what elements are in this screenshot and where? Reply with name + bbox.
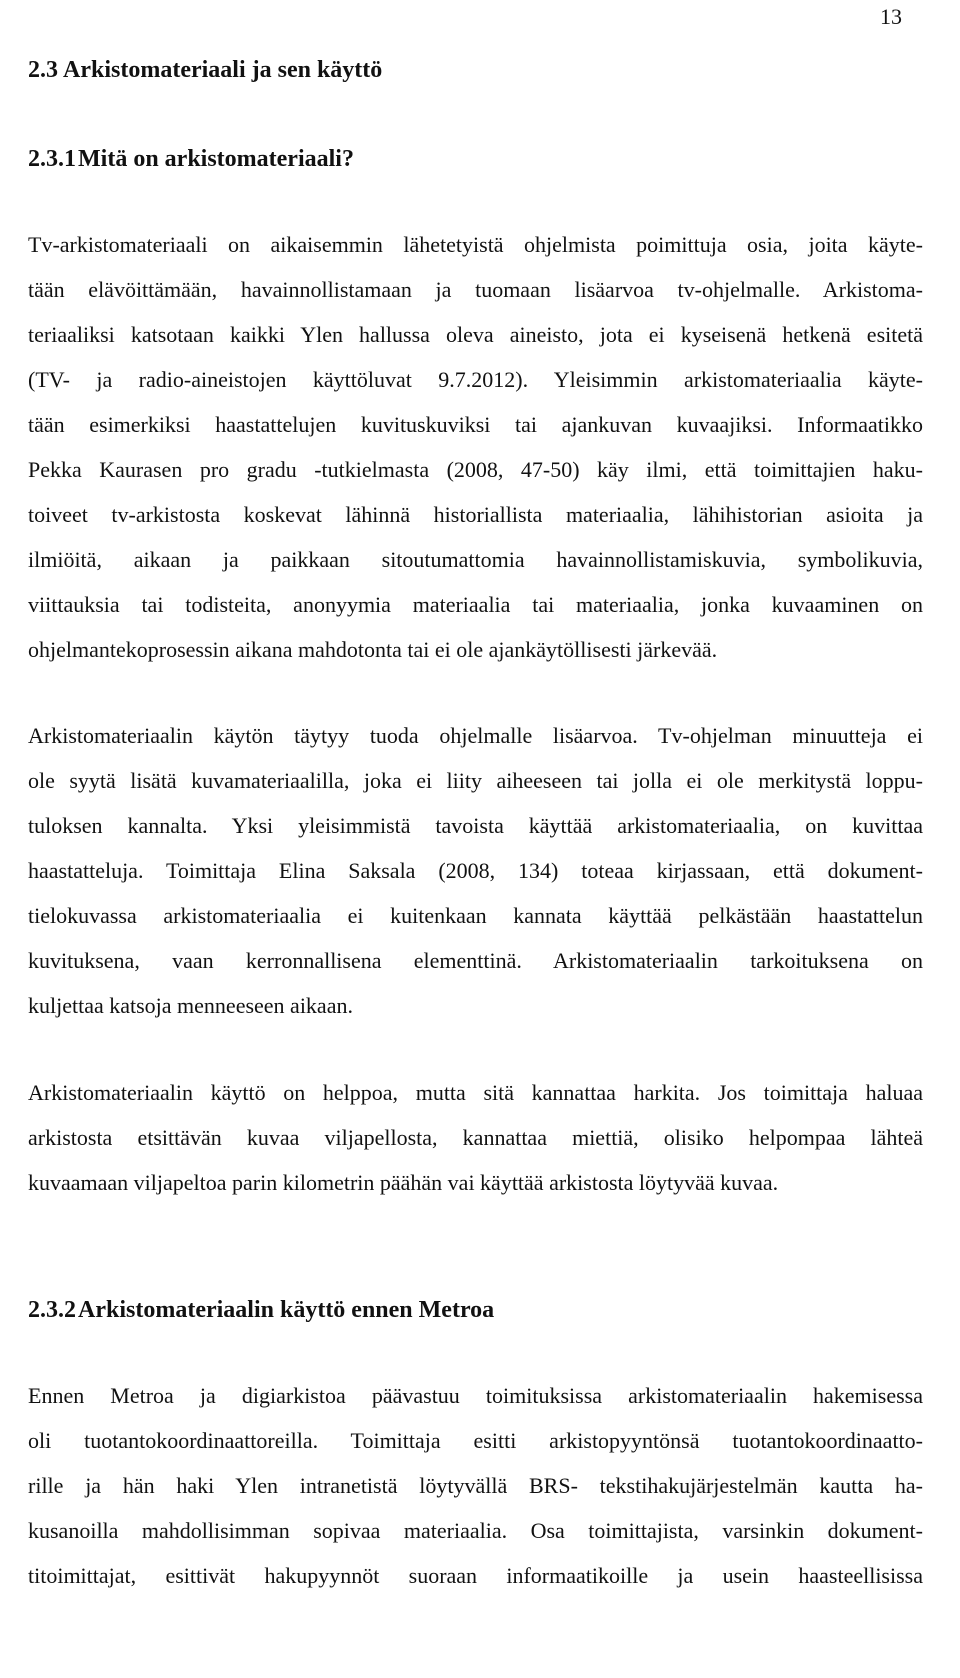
section-number: 2.3 xyxy=(28,57,58,83)
text-line: ole syytä lisätä kuvamateriaalilla, joka ei liity aiheeseen tai jolla ei ole merkitystä loppu- xyxy=(28,768,923,793)
text-line: toiveet tv-arkistosta koskevat lähinnä historiallista materiaalia, lähihistorian asioita ja xyxy=(28,502,923,527)
text-line: tuloksen kannalta. Yksi yleisimmistä tavoista käyttää arkistomateriaalia, on kuvittaa xyxy=(28,813,923,838)
text-line: teriaaliksi katsotaan kaikki Ylen hallussa oleva aineisto, jota ei kyseisenä hetkenä esitetä xyxy=(28,322,923,347)
page-number: 13 xyxy=(880,4,902,29)
text-line: arkistosta etsittävän kuvaa viljapellosta, kannattaa miettiä, olisiko helpompaa lähteä xyxy=(28,1125,923,1150)
text-line: Arkistomateriaalin käytön täytyy tuoda ohjelmalle lisäarvoa. Tv-ohjelman minuutteja ei xyxy=(28,723,923,748)
text-line: ohjelmantekoprosessin aikana mahdotonta tai ei ole ajankäytöllisesti järkevää. xyxy=(28,637,718,662)
text-line: kusanoilla mahdollisimman sopivaa materiaalia. Osa toimittajista, varsinkin dokument- xyxy=(28,1518,923,1543)
section-title: Arkistomateriaalin käyttö ennen Metroa xyxy=(78,1297,495,1323)
section-title: Mitä on arkistomateriaali? xyxy=(78,146,354,172)
text-line: viittauksia tai todisteita, anonyymia materiaalia tai materiaalia, jonka kuvaaminen on xyxy=(28,592,923,617)
text-line: Pekka Kaurasen pro gradu -tutkielmasta (2008, 47-50) käy ilmi, että toimittajien haku- xyxy=(28,457,923,482)
section-number: 2.3.1 xyxy=(28,146,76,172)
text-line: tään elävöittämään, havainnollistamaan ja tuomaan lisäarvoa tv-ohjelmalle. Arkistoma- xyxy=(28,277,923,302)
text-line: Ennen Metroa ja digiarkistoa päävastuu toimituksissa arkistomateriaalin hakemisessa xyxy=(28,1383,923,1408)
text-line: oli tuotantokoordinaattoreilla. Toimittaja esitti arkistopyyntönsä tuotantokoordinaatto- xyxy=(28,1428,923,1453)
text-line: haastatteluja. Toimittaja Elina Saksala (2008, 134) toteaa kirjassaan, että dokument- xyxy=(28,858,923,883)
text-line: ilmiöitä, aikaan ja paikkaan sitoutumattomia havainnollistamiskuvia, symbolikuvia, xyxy=(28,547,923,572)
text-line: kuvituksena, vaan kerronnallisena elementtinä. Arkistomateriaalin tarkoituksena on xyxy=(28,948,923,973)
text-line: (TV- ja radio-aineistojen käyttöluvat 9.7.2012). Yleisimmin arkistomateriaalia käyte- xyxy=(28,367,923,392)
section-number: 2.3.2 xyxy=(28,1297,76,1323)
section-title: Arkistomateriaali ja sen käyttö xyxy=(63,57,383,83)
text-line: rille ja hän haki Ylen intranetistä löytyvällä BRS- tekstihakujärjestelmän kautta ha- xyxy=(28,1473,923,1498)
text-line: kuljettaa katsoja menneeseen aikaan. xyxy=(28,993,353,1018)
text-line: titoimittajat, esittivät hakupyynnöt suoraan informaatikoille ja usein haasteellisissa xyxy=(28,1563,923,1588)
text-line: kuvaamaan viljapeltoa parin kilometrin päähän vai käyttää arkistosta löytyvää kuvaa. xyxy=(28,1170,779,1195)
text-line: tielokuvassa arkistomateriaalia ei kuitenkaan kannata käyttää pelkästään haastattelun xyxy=(28,903,923,928)
text-line: Arkistomateriaalin käyttö on helppoa, mutta sitä kannattaa harkita. Jos toimittaja haluaa xyxy=(28,1080,923,1105)
text-line: tään esimerkiksi haastattelujen kuvituskuviksi tai ajankuvan kuvaajiksi. Informaatikko xyxy=(28,412,923,437)
text-line: Tv-arkistomateriaali on aikaisemmin lähetetyistä ohjelmista poimittuja osia, joita käyte- xyxy=(28,232,923,257)
